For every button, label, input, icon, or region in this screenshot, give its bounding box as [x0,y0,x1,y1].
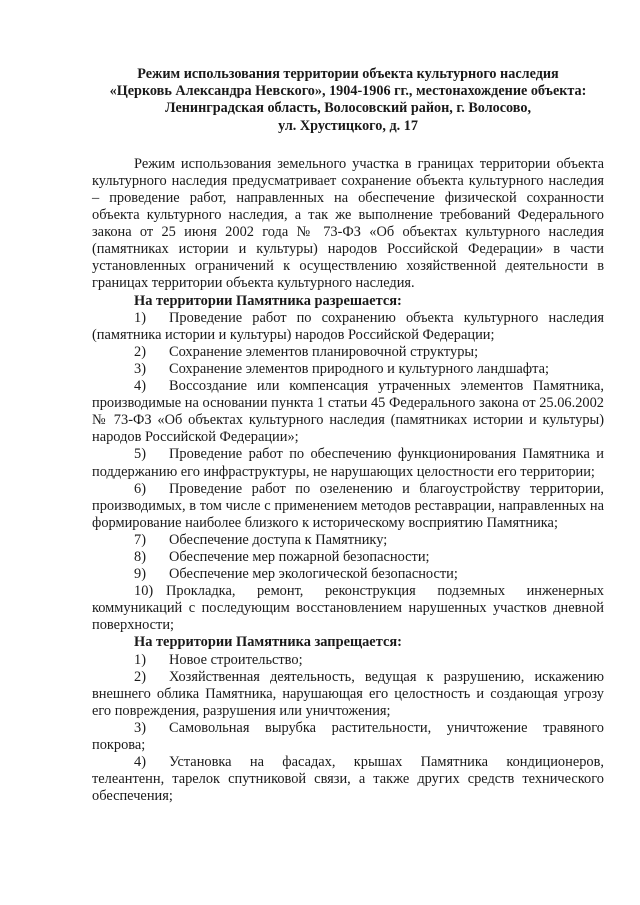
list-item [92,481,604,532]
list-item [92,754,604,805]
item-number: 3) [134,719,146,736]
item-text: Сохранение элементов природного и культурного ландшафта; [169,360,549,377]
item-text: Прокладка, ремонт, реконструкция подземных инженерных коммуникаций с последующим восстановлением нарушенных участков дневной поверхности; [92,583,604,634]
intro-paragraph: Режим использования земельного участка в границах территории объекта культурного наследия предусматривает сохранение объекта культурного наследия – проведение работ, направленных на обеспечение физической сохранности объекта культурного наследия, а так же выполнение требований Федерального закона от 25 июня 2002 года № 73-ФЗ «Об объектах культурного наследия (памятниках истории и культуры) народов Российской Федерации» в части установленных ограничений к осуществлению хозяйственной деятельности в границах территории объекта культурного наследия. [92,155,604,292]
item-number: 7) [134,531,146,548]
item-text: Обеспечение мер экологической безопасности; [169,566,458,583]
item-number: 3) [134,360,146,377]
item-number: 4) [134,378,146,395]
list-item [92,583,604,634]
list-item [92,720,604,754]
item-text: Проведение работ по обеспечению функционирования Памятника и поддержанию его инфраструктуры, не нарушающих целостности его территории; [92,446,604,480]
allowed-heading: На территории Памятника разрешается: [134,292,402,309]
allowed-list [92,310,604,635]
document-title [92,66,604,135]
list-item [92,566,604,583]
item-text: Установка на фасадах, крышах Памятника кондиционеров, телеантенн, тарелок спутниковой связи, а также других средств технического обеспечения; [92,754,604,805]
item-text: Новое строительство; [169,651,303,668]
item-number: 10) [134,583,154,600]
item-text: Воссоздание или компенсация утраченных элементов Памятника, производимые на основании пункта 1 статьи 45 Федерального закона от 25.06.2002 № 73-ФЗ «Об объектах культурного наследия (памятниках истории и культуры) народов Российской Федерации»; [92,378,604,446]
item-number: 1) [134,309,146,326]
item-number: 5) [134,446,146,463]
title-line-3: Ленинградская область, Волосовский район, г. Волосово, [164,100,531,117]
item-text: Обеспечение доступа к Памятнику; [169,531,388,548]
list-item [92,652,604,669]
list-item [92,549,604,566]
title-line-4: ул. Хрустицкого, д. 17 [278,117,418,134]
forbidden-heading: На территории Памятника запрещается: [134,634,402,651]
list-item [92,532,604,549]
forbidden-list [92,652,604,806]
item-number: 4) [134,754,146,771]
item-number: 2) [134,668,146,685]
item-text: Обеспечение мер пожарной безопасности; [169,548,430,565]
title-line-1: Режим использования территории объекта культурного наследия [137,66,559,82]
list-item [92,344,604,361]
item-number: 8) [134,548,146,565]
list-item [92,446,604,480]
item-text: Проведение работ по сохранению объекта культурного наследия (памятника истории и культуры) народов Российской Федерации; [92,309,604,343]
item-text: Самовольная вырубка растительности, уничтожение травяного покрова; [92,719,604,753]
item-number: 6) [134,480,146,497]
title-line-2: «Церковь Александра Невского», 1904-1906 гг., местонахождение объекта: [109,83,587,100]
list-item [92,310,604,344]
item-text: Хозяйственная деятельность, ведущая к разрушению, искажению внешнего облика Памятника, нарушающая его целостность и создающая угрозу его повреждения, разрушения или уничтожения; [92,668,604,719]
item-number: 9) [134,566,146,583]
item-number: 2) [134,343,146,360]
list-item [92,361,604,378]
item-number: 1) [134,651,146,668]
item-text: Сохранение элементов планировочной структуры; [169,343,479,360]
list-item [92,669,604,720]
list-item [92,378,604,446]
item-text: Проведение работ по озеленению и благоустройству территории, производимых, в том числе с применением методов реставрации, направленных на формирование наиболее близкого к историческому восприятию Памятника; [92,480,604,531]
